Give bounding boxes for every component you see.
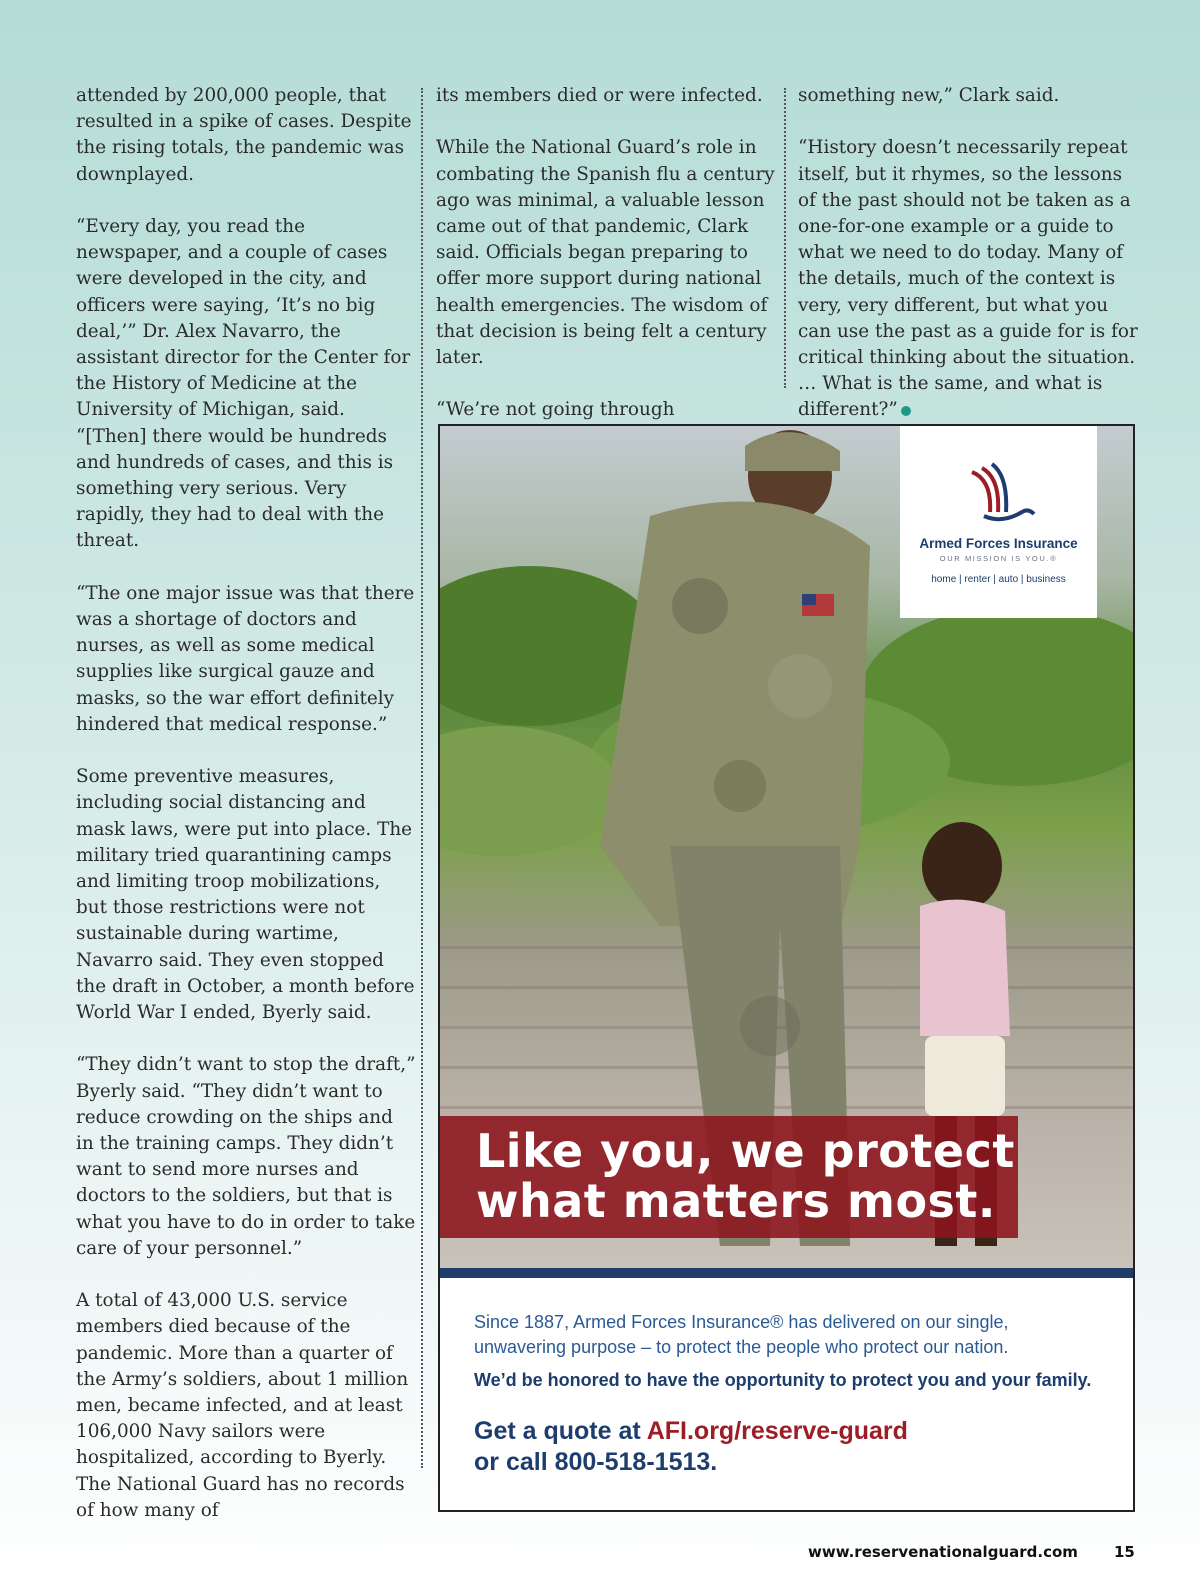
paragraph: something new,” Clark said.: [798, 85, 1060, 106]
afi-logo-name: Armed Forces Insurance: [919, 536, 1078, 551]
paragraph: attended by 200,000 people, that resulted in a spike of cases. Despite the rising totals, the pandemic was downplayed.: [76, 85, 412, 185]
paragraph: While the National Guard’s role in combating the Spanish flu a century ago was minimal, a valuable lesson came out of that pandemic, Clark said. Officials began preparing to offer more support during national health emergencies. The wisdom of that decision is being felt a century later.: [436, 137, 775, 369]
page-number: 15: [1114, 1543, 1135, 1561]
cta-phone[interactable]: or call 800-518-1513.: [474, 1448, 718, 1476]
paragraph: “Every day, you read the newspaper, and a couple of cases were developed in the city, and officers were saying, ‘It’s no big deal,’” Dr. Alex Navarro, the assistant director for the Center for the History of Medicine at the University of Michigan, said. “[Then] there would be hundreds and hundreds of cases, and this is something very serious. Very rapidly, they had to deal with the threat.: [76, 216, 411, 552]
cta-url-link[interactable]: AFI.org/reserve-guard: [646, 1417, 908, 1445]
column-divider: [421, 88, 423, 1468]
paragraph-text: “History doesn’t necessarily repeat itself, but it rhymes, so the lessons of the past should not be taken as a one-for-one example or a guide to what we need to do today. Many of the details, much of the context is very, very different, but what you can use the past as a guide for is for critical thinking about the situation. … What is the same, and what is different?”: [798, 137, 1138, 421]
paragraph: “We’re not going through: [436, 399, 675, 421]
ad-bottom-panel: [440, 1278, 1133, 1510]
afi-logo-icon: [962, 460, 1038, 530]
end-of-article-dot: [901, 406, 911, 416]
paragraph: Some preventive measures, including social distancing and mask laws, were put into place. The military tried quarantining camps and limiting troop mobilizations, but those restrictions were not sustainable during wartime, Navarro said. They even stopped the draft in October, a month before World War I ended, Byerly said.: [76, 766, 415, 1024]
insurance-advertisement[interactable]: [438, 424, 1135, 1512]
afi-logo-tagline: OUR MISSION IS YOU.®: [939, 554, 1058, 563]
article-column-3: [798, 83, 1143, 424]
article-column-2: [436, 83, 781, 424]
paragraph: [798, 135, 1143, 423]
footer-website[interactable]: www.reservenationalguard.com: [808, 1543, 1078, 1561]
afi-logo-box: [900, 426, 1097, 618]
column-divider: [784, 88, 786, 388]
ad-headline-line: Like you, we protect: [476, 1124, 1015, 1178]
cta-prefix: Get a quote at: [474, 1417, 647, 1445]
paragraph: “The one major issue was that there was a shortage of doctors and nurses, as well as some medical supplies like surgical gauze and masks, so the war effort definitely hindered that medical response.”: [76, 582, 415, 735]
paragraph: its members died or were infected.: [436, 85, 763, 106]
article-column-1: [76, 83, 416, 1524]
paragraph: A total of 43,000 U.S. service members died because of the pandemic. More than a quarter of the Army’s soldiers, about 1 million men, became infected, and at least 106,000 Navy sailors were hospitalized, according to Byerly. The National Guard has no records of how many of: [76, 1290, 409, 1521]
ad-divider-stripe: [440, 1268, 1133, 1278]
ad-call-to-action: [474, 1416, 1104, 1478]
paragraph: “They didn’t want to stop the draft,” Byerly said. “They didn’t want to reduce crowding on the ships and in the training camps. They didn’t want to send more nurses and doctors to the soldiers, but that is what you have to do in order to take care of your personnel.”: [76, 1054, 416, 1259]
ad-body-text: Since 1887, Armed Forces Insurance® has delivered on our single, unwavering purpose – to protect the people who protect our nation.: [474, 1312, 1009, 1357]
afi-logo-products: home | renter | auto | business: [931, 574, 1066, 585]
ad-honored-text: We’d be honored to have the opportunity to protect you and your family.: [474, 1370, 1092, 1390]
ad-headline-line: what matters most.: [476, 1174, 996, 1228]
ad-headline: [476, 1126, 1036, 1226]
ad-photo-soldier-and-child: [440, 426, 1133, 1268]
